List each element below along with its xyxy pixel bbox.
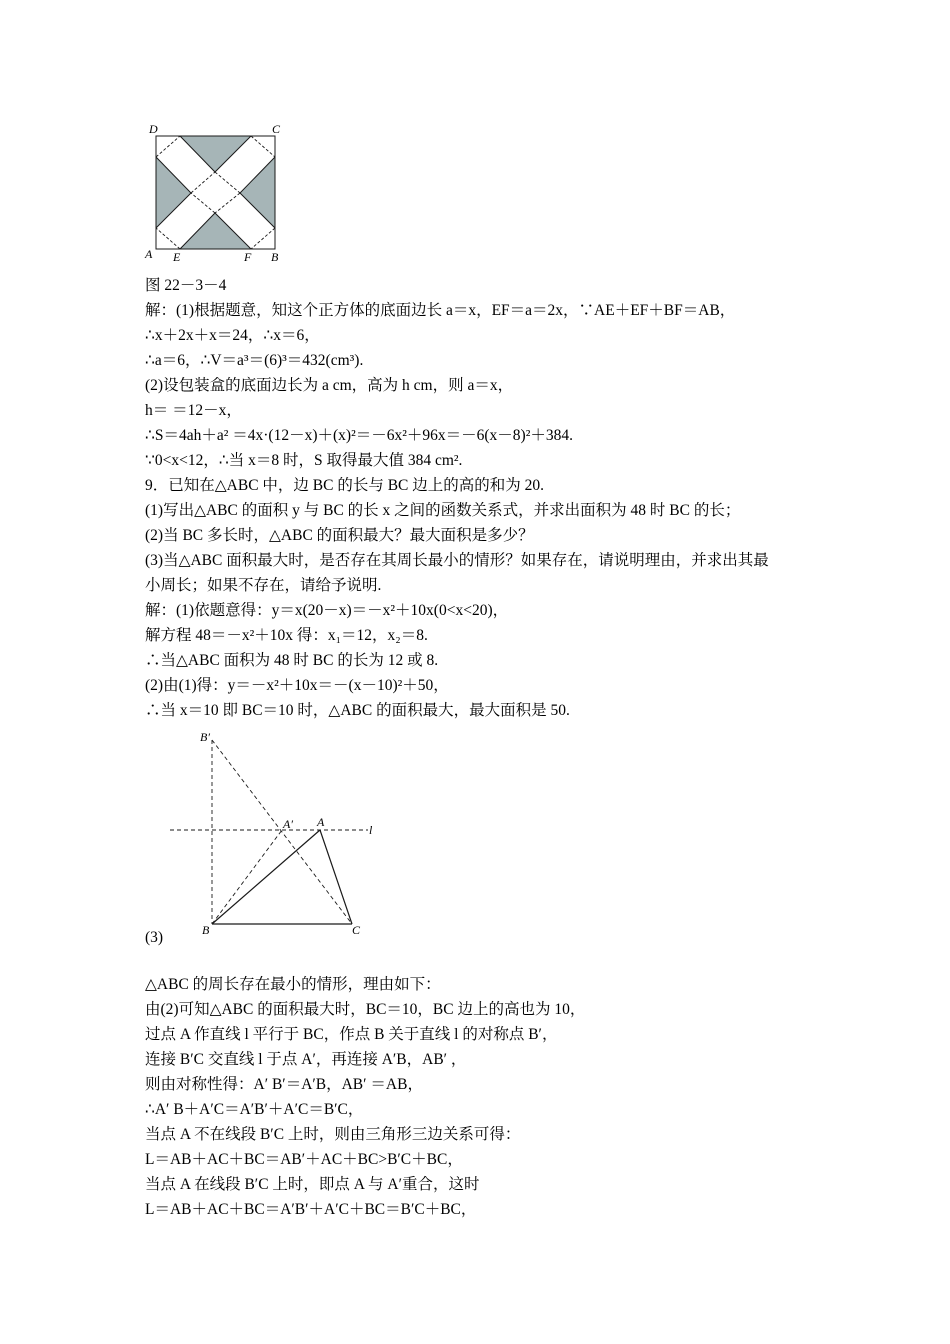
- reflection-figure: [160, 722, 390, 942]
- text-line: (3)当△ABC 面积最大时，是否存在其周长最小的情形？如果存在，请说明理由，并求出其最: [145, 552, 769, 569]
- shaded-right-triangle: [240, 157, 275, 228]
- text-line: 小周长；如果不存在，请给予说明.: [145, 577, 382, 594]
- text-line: 解方程 48＝－x²＋10x 得：x₁＝12，x₂＝8.: [145, 627, 428, 644]
- text-line: 解：(1)根据题意，知这个正方体的底面边长 a＝x，EF＝a＝2x，∵AE＋EF＋BF＝AB，: [145, 302, 736, 319]
- text-line: 由(2)可知△ABC 的面积最大时，BC＝10，BC 边上的高也为 10，: [145, 1001, 586, 1018]
- text-line: (2)设包装盒的底面边长为 a cm，高为 h cm，则 a＝x，: [145, 377, 514, 394]
- text-line: (2)当 BC 多长时，△ABC 的面积最大？最大面积是多少？: [145, 527, 534, 544]
- shaded-top-triangle: [180, 136, 251, 172]
- label-B-prime: B′: [200, 730, 210, 744]
- label-F: F: [244, 250, 252, 264]
- figure-22-3-4: [140, 118, 290, 268]
- label-A: A: [317, 815, 325, 829]
- part-3-label: (3): [145, 929, 164, 946]
- text-line: △ABC 的周长存在最小的情形，理由如下：: [145, 976, 441, 993]
- dashed-lines: [170, 740, 368, 924]
- figure-caption: 图 22－3－4: [145, 277, 227, 294]
- text-line: ∴当△ABC 面积为 48 时 BC 的长为 12 或 8.: [145, 652, 439, 669]
- text-line: L＝AB＋AC＋BC＝A′B′＋A′C＋BC＝B′C＋BC，: [145, 1201, 477, 1218]
- text-line: ∴x＋2x＋x＝24，∴x＝6，: [145, 327, 320, 344]
- text-line: (2)由(1)得：y＝－x²＋10x＝－(x－10)²＋50，: [145, 677, 449, 694]
- text-line: ∴S＝4ah＋a² ＝4x·(12－x)＋(x)²＝－6x²＋96x＝－6(x－8)²＋384.: [145, 427, 573, 444]
- label-C: C: [272, 122, 281, 136]
- triangle-ABC: [212, 830, 352, 924]
- problem-9-statement: 9．已知在△ABC 中，边 BC 的长与 BC 边上的高的和为 20.: [145, 477, 545, 494]
- text-line: h＝ ＝12－x，: [145, 402, 242, 419]
- text-line: 当点 A 不在线段 B′C 上时，则由三角形三边关系可得：: [145, 1126, 521, 1143]
- text-line: 则由对称性得：A′ B′＝A′B，AB′ ＝AB，: [145, 1076, 423, 1093]
- text-line: (1)写出△ABC 的面积 y 与 BC 的长 x 之间的函数关系式，并求出面积为 48 时 BC 的长；: [145, 502, 741, 519]
- text-line: 当点 A 在线段 B′C 上时，即点 A 与 A′重合，这时: [145, 1176, 480, 1193]
- shaded-bottom-triangle: [180, 213, 251, 249]
- label-A: A: [145, 247, 153, 261]
- label-A-prime: A′: [283, 817, 293, 831]
- text-line: ∴A′ B＋A′C＝A′B′＋A′C＝B′C，: [145, 1101, 364, 1118]
- label-B: B: [271, 250, 279, 264]
- label-E: E: [173, 250, 181, 264]
- label-B: B: [202, 923, 210, 937]
- label-C: C: [352, 923, 361, 937]
- text-line: 连接 B′C 交直线 l 于点 A′，再连接 A′B，AB′ ，: [145, 1051, 467, 1068]
- text-line: ∴a＝6，∴V＝a³＝(6)³＝432(cm³).: [145, 352, 364, 369]
- text-line: 解：(1)依题意得：y＝x(20－x)＝－x²＋10x(0<x<20)，: [145, 602, 509, 619]
- text-line: ∵0<x<12，∴当 x＝8 时，S 取得最大值 384 cm².: [145, 452, 463, 469]
- text-line: ∴当 x＝10 即 BC＝10 时，△ABC 的面积最大，最大面积是 50.: [145, 702, 570, 719]
- label-D: D: [149, 122, 158, 136]
- text-line: 过点 A 作直线 l 平行于 BC，作点 B 关于直线 l 的对称点 B′，: [145, 1026, 558, 1043]
- shaded-left-triangle: [156, 157, 191, 228]
- label-l: l: [369, 823, 373, 837]
- text-line: L＝AB＋AC＋BC＝AB′＋AC＋BC>B′C＋BC，: [145, 1151, 463, 1168]
